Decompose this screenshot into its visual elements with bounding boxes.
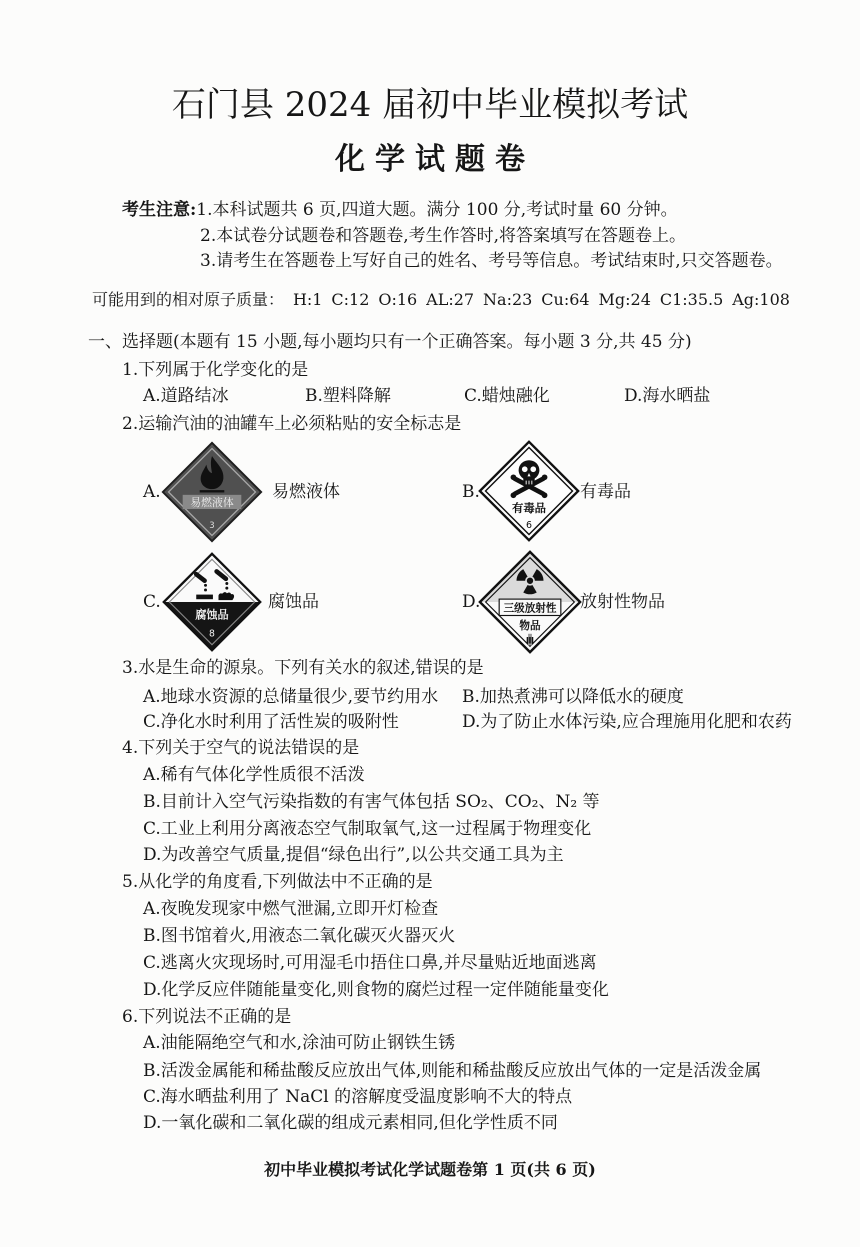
- paper-subtitle: 化学试题卷: [335, 142, 535, 177]
- atomic-mass-mg: Mg:24: [598, 290, 651, 309]
- question-2-stem: 2.运输汽油的油罐车上必须粘贴的安全标志是: [122, 414, 462, 434]
- question-2-option-d-letter: D.: [462, 592, 481, 612]
- question-1-stem: 1.下列属于化学变化的是: [122, 360, 309, 380]
- question-6-option-a: A.油能隔绝空气和水,涂油可防止钢铁生锈: [143, 1033, 456, 1053]
- atomic-mass-al: AL:27: [426, 290, 475, 309]
- notice-line-1: [122, 199, 678, 221]
- question-2-option-c-letter: C.: [143, 592, 161, 612]
- question-4-option-c: C.工业上利用分离液态空气制取氧气,这一过程属于物理变化: [143, 819, 592, 839]
- notice-label: 考生注意:: [122, 200, 197, 220]
- question-6-option-d: D.一氧化碳和二氧化碳的组成元素相同,但化学性质不同: [143, 1113, 558, 1133]
- atomic-mass-cl: C1:35.5: [659, 290, 724, 309]
- question-1-option-a: A.道路结冰: [143, 386, 229, 406]
- corrosive-substance-sign: [161, 551, 263, 653]
- atomic-mass-h: H:1: [292, 290, 323, 309]
- notice-item-2: 2.本试卷分试题卷和答题卷,考生作答时,将答案填写在答题卷上。: [200, 226, 687, 246]
- question-6-option-b: B.活泼金属能和稀盐酸反应放出气体,则能和稀盐酸反应放出气体的一定是活泼金属: [143, 1061, 762, 1081]
- question-2-option-b-letter: B.: [462, 482, 480, 502]
- atomic-mass-cu: Cu:64: [541, 290, 590, 309]
- flammable-liquid-sign: [160, 440, 264, 544]
- question-5-option-a: A.夜晚发现家中燃气泄漏,立即开灯检查: [143, 899, 439, 919]
- sign-class-number: Ⅲ: [525, 636, 535, 647]
- question-6-option-c: C.海水晒盐利用了 NaCl 的溶解度受温度影响不大的特点: [143, 1087, 573, 1107]
- question-3-stem: 3.水是生命的源泉。下列有关水的叙述,错误的是: [122, 658, 484, 678]
- question-5-option-b: B.图书馆着火,用液态二氧化碳灭火器灭火: [143, 926, 456, 946]
- notice-item-3: 3.请考生在答题卷上写好自己的姓名、考号等信息。考试结束时,只交答题卷。: [200, 251, 783, 271]
- question-5-option-c: C.逃离火灾现场时,可用湿毛巾捂住口鼻,并尽量贴近地面逃离: [143, 953, 597, 973]
- question-4-option-b: B.目前计入空气污染指数的有害气体包括 SO₂、CO₂、N₂ 等: [143, 792, 600, 812]
- question-1-option-d: D.海水晒盐: [624, 386, 711, 406]
- question-2-option-a-letter: A.: [143, 482, 161, 502]
- atomic-masses-label: 可能用到的相对原子质量：: [92, 290, 285, 309]
- page-footer: 初中毕业模拟考试化学试题卷第 1 页(共 6 页): [264, 1160, 596, 1179]
- sign-text-line-2: 物品: [519, 619, 541, 632]
- question-4-option-d: D.为改善空气质量,提倡“绿色出行”,以公共交通工具为主: [143, 845, 564, 865]
- question-3-option-a: A.地球水资源的总储量很少,要节约用水: [143, 687, 439, 707]
- question-4-option-a: A.稀有气体化学性质很不活泼: [143, 765, 365, 785]
- sign-class-number: 6: [525, 519, 533, 531]
- question-5-option-d: D.化学反应伴随能量变化,则食物的腐烂过程一定伴随能量变化: [143, 980, 609, 1000]
- toxic-substance-sign: [477, 439, 581, 543]
- sign-text: 有毒品: [512, 500, 546, 515]
- question-2-option-a-label: 易燃液体: [272, 482, 340, 502]
- question-3-option-c: C.净化水时利用了活性炭的吸附性: [143, 712, 399, 732]
- section-title: 一、选择题(本题有 15 小题,每小题均只有一个正确答案。每小题 3 分,共 45 分): [88, 332, 692, 352]
- radioactive-material-sign: [477, 549, 583, 655]
- sign-class-number: 8: [209, 628, 215, 640]
- atomic-mass-c: C:12: [331, 290, 370, 309]
- question-6-stem: 6.下列说法不正确的是: [122, 1007, 292, 1027]
- sign-text: 三级放射性: [503, 602, 557, 615]
- question-3-option-b: B.加热煮沸可以降低水的硬度: [462, 687, 684, 707]
- sign-text: 易燃液体: [190, 496, 234, 510]
- question-2-option-c-label: 腐蚀品: [268, 592, 319, 612]
- atomic-mass-o: O:16: [378, 290, 418, 309]
- sign-text: 腐蚀品: [195, 608, 229, 622]
- question-2-option-b-label: 有毒品: [580, 482, 631, 502]
- atomic-mass-na: Na:23: [483, 290, 533, 309]
- atomic-mass-ag: Ag:108: [732, 290, 790, 309]
- question-3-option-d: D.为了防止水体污染,应合理施用化肥和农药: [462, 712, 792, 732]
- question-2-option-d-label: 放射性物品: [580, 592, 665, 612]
- question-1-option-c: C.蜡烛融化: [464, 386, 550, 406]
- notice-item-1: 1.本科试题共 6 页,四道大题。满分 100 分,考试时量 60 分钟。: [196, 200, 678, 220]
- atomic-masses-line: [92, 289, 790, 311]
- sign-top-half: [480, 552, 580, 602]
- question-1-option-b: B.塑料降解: [305, 386, 391, 406]
- question-4-stem: 4.下列关于空气的说法错误的是: [122, 738, 360, 758]
- sign-class-number: 3: [209, 520, 215, 531]
- question-5-stem: 5.从化学的角度看,下列做法中不正确的是: [122, 872, 433, 892]
- page-title: 石门县 2024 届初中毕业模拟考试: [171, 85, 689, 125]
